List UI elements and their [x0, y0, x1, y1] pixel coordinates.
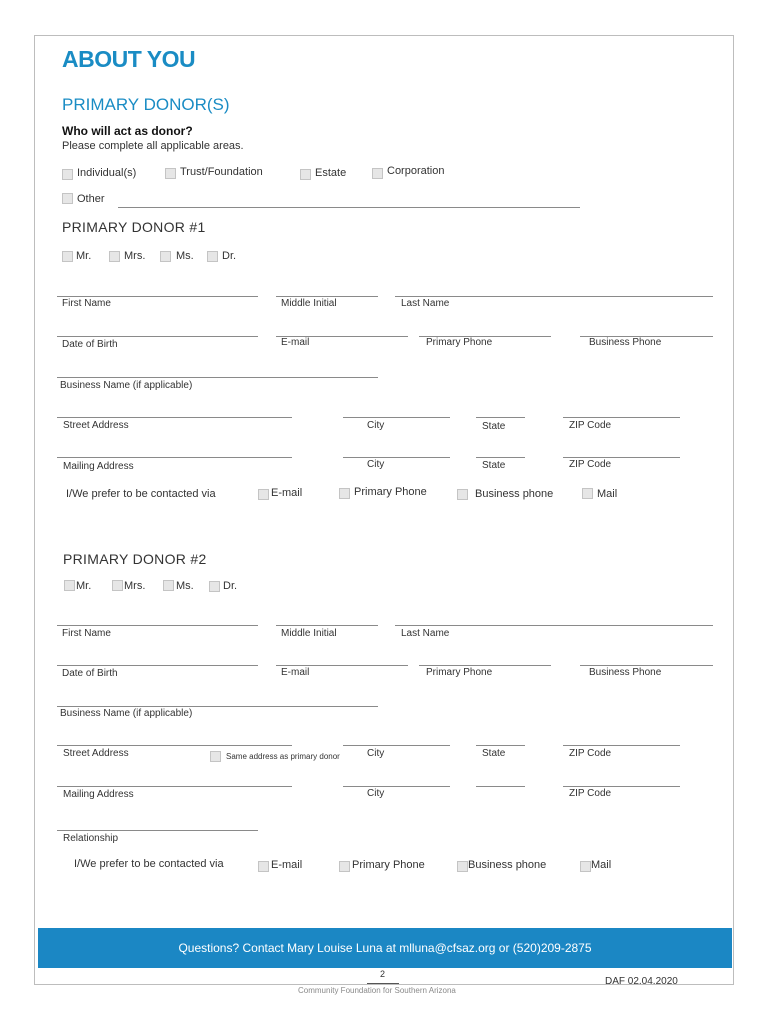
- donor2-mailing-city-label: City: [367, 788, 385, 799]
- donor1-last-name-label: Last Name: [401, 298, 450, 309]
- page-number: 2: [380, 969, 386, 979]
- donor2-last-name-input[interactable]: [395, 625, 713, 626]
- section-subtitle: PRIMARY DONOR(S): [62, 95, 230, 114]
- instruction-text: Please complete all applicable areas.: [62, 140, 244, 152]
- donor2-primary-phone-input[interactable]: [419, 665, 551, 666]
- corporation-label: Corporation: [387, 165, 445, 177]
- donor1-first-name-label: First Name: [62, 298, 111, 309]
- donor2-mailing-state-input[interactable]: [476, 786, 525, 787]
- donor2-business-phone-input[interactable]: [580, 665, 713, 666]
- other-input[interactable]: [118, 207, 580, 208]
- donor1-mailing-city-input[interactable]: [343, 457, 450, 458]
- donor2-ms-checkbox[interactable]: [163, 580, 174, 591]
- donor1-contact-mail-checkbox[interactable]: [582, 488, 593, 499]
- donor1-contact-phone-checkbox[interactable]: [339, 488, 350, 499]
- corporation-checkbox[interactable]: [372, 168, 383, 179]
- trust-foundation-label: Trust/Foundation: [180, 166, 263, 178]
- donor1-zip-input[interactable]: [563, 417, 680, 418]
- donor2-mrs-label: Mrs.: [124, 580, 146, 592]
- donor2-email-label: E-mail: [281, 667, 310, 678]
- donor2-mr-checkbox[interactable]: [64, 580, 75, 591]
- donor2-middle-initial-input[interactable]: [276, 625, 378, 626]
- donor2-mailing-input[interactable]: [57, 786, 292, 787]
- donor1-mrs-label: Mrs.: [124, 250, 146, 262]
- donor2-heading: PRIMARY DONOR #2: [63, 551, 207, 567]
- donor2-dob-input[interactable]: [57, 665, 258, 666]
- donor2-business-name-input[interactable]: [57, 706, 378, 707]
- donor2-mailing-zip-label: ZIP Code: [569, 788, 612, 799]
- organization-name: Community Foundation for Southern Arizona: [298, 986, 456, 995]
- form-code: DAF 02.04.2020: [605, 976, 678, 987]
- donor2-dob-label: Date of Birth: [62, 668, 118, 679]
- donor2-state-label: State: [482, 748, 506, 759]
- donor2-same-address-checkbox[interactable]: [210, 751, 221, 762]
- donor1-mrs-checkbox[interactable]: [109, 251, 120, 262]
- contact-banner-text: Questions? Contact Mary Louise Luna at mlluna@cfsaz.org or (520)209-2875: [178, 941, 592, 955]
- donor2-mr-label: Mr.: [76, 580, 92, 592]
- donor1-dob-label: Date of Birth: [62, 339, 118, 350]
- donor1-mailing-zip-input[interactable]: [563, 457, 680, 458]
- donor2-middle-initial-label: Middle Initial: [281, 628, 337, 639]
- estate-label: Estate: [315, 167, 347, 179]
- donor2-relationship-input[interactable]: [57, 830, 258, 831]
- donor2-zip-label: ZIP Code: [569, 748, 612, 759]
- donor1-contact-business-label: Business phone: [475, 488, 554, 500]
- individual-label: Individual(s): [77, 167, 137, 179]
- donor1-dob-input[interactable]: [57, 336, 258, 337]
- donor2-contact-prompt: I/We prefer to be contacted via: [74, 858, 224, 870]
- donor1-mailing-input[interactable]: [57, 457, 292, 458]
- donor2-zip-input[interactable]: [563, 745, 680, 746]
- donor2-contact-phone-checkbox[interactable]: [339, 861, 350, 872]
- donor2-email-input[interactable]: [276, 665, 408, 666]
- donor1-email-label: E-mail: [281, 337, 310, 348]
- donor1-city-label: City: [367, 420, 385, 431]
- donor1-middle-initial-label: Middle Initial: [281, 298, 337, 309]
- donor2-contact-business-checkbox[interactable]: [457, 861, 468, 872]
- donor1-contact-phone-label: Primary Phone: [354, 486, 427, 498]
- donor2-first-name-input[interactable]: [57, 625, 258, 626]
- page-title: ABOUT YOU: [62, 46, 196, 72]
- page-number-rule: [367, 983, 399, 984]
- donor1-contact-email-checkbox[interactable]: [258, 489, 269, 500]
- donor1-first-name-input[interactable]: [57, 296, 258, 297]
- donor1-last-name-input[interactable]: [395, 296, 713, 297]
- donor2-street-label: Street Address: [63, 748, 129, 759]
- donor1-middle-initial-input[interactable]: [276, 296, 378, 297]
- donor1-contact-email-label: E-mail: [271, 487, 303, 499]
- donor1-mailing-state-label: State: [482, 460, 506, 471]
- donor2-contact-business-label: Business phone: [468, 859, 547, 871]
- donor2-ms-label: Ms.: [176, 580, 194, 592]
- donor1-mailing-label: Mailing Address: [63, 461, 134, 472]
- donor2-street-input[interactable]: [57, 745, 292, 746]
- donor1-street-input[interactable]: [57, 417, 292, 418]
- donor2-business-phone-label: Business Phone: [589, 667, 662, 678]
- donor1-dr-checkbox[interactable]: [207, 251, 218, 262]
- donor2-business-name-label: Business Name (if applicable): [60, 708, 193, 719]
- individual-checkbox[interactable]: [62, 169, 73, 180]
- donor2-primary-phone-label: Primary Phone: [426, 667, 493, 678]
- donor1-business-phone-label: Business Phone: [589, 337, 662, 348]
- donor2-mailing-city-input[interactable]: [343, 786, 450, 787]
- donor2-contact-mail-label: Mail: [591, 859, 612, 871]
- donor1-state-input[interactable]: [476, 417, 525, 418]
- donor2-first-name-label: First Name: [62, 628, 111, 639]
- donor1-business-name-input[interactable]: [57, 377, 378, 378]
- donor2-city-input[interactable]: [343, 745, 450, 746]
- donor2-contact-email-label: E-mail: [271, 859, 303, 871]
- donor1-ms-label: Ms.: [176, 250, 194, 262]
- donor1-mailing-zip-label: ZIP Code: [569, 459, 612, 470]
- donor1-ms-checkbox[interactable]: [160, 251, 171, 262]
- donor2-contact-phone-label: Primary Phone: [352, 859, 425, 871]
- donor1-mailing-city-label: City: [367, 459, 385, 470]
- donor1-business-name-label: Business Name (if applicable): [60, 380, 193, 391]
- trust-foundation-checkbox[interactable]: [165, 168, 176, 179]
- donor2-contact-email-checkbox[interactable]: [258, 861, 269, 872]
- donor2-contact-mail-checkbox[interactable]: [580, 861, 591, 872]
- donor1-contact-prompt: I/We prefer to be contacted via: [66, 488, 216, 500]
- donor1-mailing-state-input[interactable]: [476, 457, 525, 458]
- donor-question: Who will act as donor?: [62, 124, 193, 138]
- donor1-street-label: Street Address: [63, 420, 129, 431]
- donor2-mailing-zip-input[interactable]: [563, 786, 680, 787]
- donor2-dr-label: Dr.: [223, 580, 238, 592]
- donor2-last-name-label: Last Name: [401, 628, 450, 639]
- form-page-border: [34, 35, 734, 985]
- donor2-same-address-label: Same address as primary donor: [226, 752, 340, 761]
- donor1-mr-checkbox[interactable]: [62, 251, 73, 262]
- contact-banner: [38, 928, 732, 968]
- donor1-contact-mail-label: Mail: [597, 488, 618, 500]
- donor1-contact-business-checkbox[interactable]: [457, 489, 468, 500]
- other-label: Other: [77, 193, 105, 205]
- estate-checkbox[interactable]: [300, 169, 311, 180]
- donor1-dr-label: Dr.: [222, 250, 237, 262]
- donor2-dr-checkbox[interactable]: [209, 581, 220, 592]
- donor1-city-input[interactable]: [343, 417, 450, 418]
- donor2-mailing-label: Mailing Address: [63, 789, 134, 800]
- donor1-primary-phone-label: Primary Phone: [426, 337, 493, 348]
- donor1-mr-label: Mr.: [76, 250, 92, 262]
- donor2-relationship-label: Relationship: [63, 833, 119, 844]
- donor2-mrs-checkbox[interactable]: [112, 580, 123, 591]
- donor1-zip-label: ZIP Code: [569, 420, 612, 431]
- donor2-city-label: City: [367, 748, 385, 759]
- donor1-heading: PRIMARY DONOR #1: [62, 219, 206, 235]
- donor2-state-input[interactable]: [476, 745, 525, 746]
- donor1-state-label: State: [482, 421, 506, 432]
- other-checkbox[interactable]: [62, 193, 73, 204]
